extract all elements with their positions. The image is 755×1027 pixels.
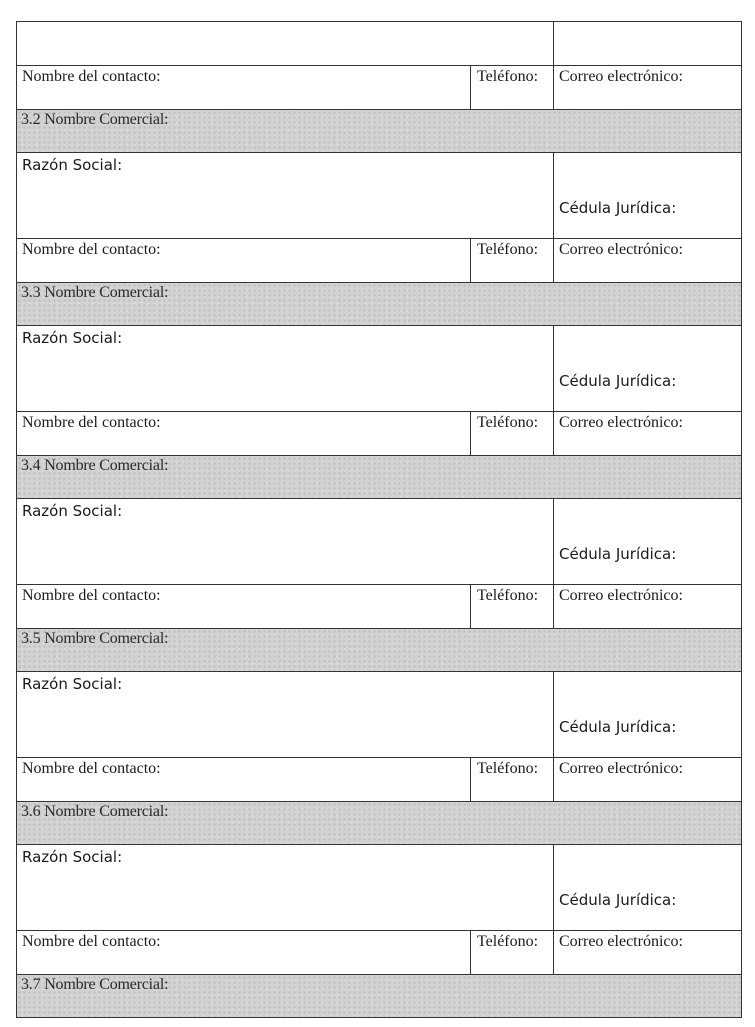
email-field[interactable] — [553, 585, 741, 628]
razon-social-field[interactable] — [17, 845, 553, 930]
section-title: 3.7 Nombre Comercial: — [21, 976, 169, 993]
section-title: 3.6 Nombre Comercial: — [21, 803, 169, 820]
nombre-comercial-field[interactable] — [17, 629, 741, 671]
phone-label: Teléfono: — [477, 414, 539, 431]
razon-social-field[interactable] — [17, 326, 553, 411]
razon-social-field[interactable] — [17, 22, 553, 65]
email-field[interactable] — [553, 239, 741, 282]
contact-name-field[interactable] — [17, 585, 470, 628]
contact-name-field[interactable] — [17, 758, 470, 801]
nombre-comercial-field[interactable] — [17, 975, 741, 1017]
phone-field[interactable] — [470, 758, 553, 801]
cedula-juridica-label: Cédula Jurídica: — [559, 545, 677, 563]
razon-social-field[interactable] — [17, 153, 553, 238]
razon-social-row — [17, 153, 741, 239]
razon-social-label: Razón Social: — [22, 675, 123, 693]
phone-field[interactable] — [470, 412, 553, 455]
contact-row — [17, 585, 741, 629]
phone-field[interactable] — [470, 585, 553, 628]
cedula-juridica-field[interactable] — [553, 153, 741, 238]
email-label: Correo electrónico: — [559, 241, 683, 258]
phone-label: Teléfono: — [477, 760, 539, 777]
razon-social-row — [17, 326, 741, 412]
contact-row — [17, 239, 741, 283]
section-header — [17, 283, 741, 326]
nombre-comercial-field[interactable] — [17, 283, 741, 325]
phone-label: Teléfono: — [477, 933, 539, 950]
nombre-comercial-field[interactable] — [17, 110, 741, 152]
cedula-juridica-field[interactable] — [553, 845, 741, 930]
cedula-juridica-label: Cédula Jurídica: — [559, 199, 677, 217]
razon-social-label: Razón Social: — [22, 329, 123, 347]
email-field[interactable] — [553, 931, 741, 974]
section-title: 3.2 Nombre Comercial: — [21, 111, 169, 128]
email-field[interactable] — [553, 758, 741, 801]
section-header — [17, 975, 741, 1018]
contact-name-field[interactable] — [17, 931, 470, 974]
contact-name-label: Nombre del contacto: — [22, 760, 161, 777]
contact-name-field[interactable] — [17, 412, 470, 455]
section-title: 3.3 Nombre Comercial: — [21, 284, 169, 301]
section-3-1-razon-row — [17, 22, 741, 66]
razon-social-row — [17, 845, 741, 931]
cedula-juridica-label: Cédula Jurídica: — [559, 718, 677, 736]
section-3-1-contact-row — [17, 66, 741, 110]
cedula-juridica-field[interactable] — [553, 499, 741, 584]
phone-label: Teléfono: — [477, 587, 539, 604]
phone-field[interactable] — [470, 931, 553, 974]
email-label: Correo electrónico: — [559, 587, 683, 604]
section-title: 3.5 Nombre Comercial: — [21, 630, 169, 647]
razon-social-row — [17, 672, 741, 758]
email-field[interactable] — [553, 412, 741, 455]
phone-label: Teléfono: — [477, 68, 539, 85]
contact-name-label: Nombre del contacto: — [22, 933, 161, 950]
email-label: Correo electrónico: — [559, 760, 683, 777]
razon-social-row — [17, 499, 741, 585]
commercial-names-form — [16, 21, 742, 1018]
section-title: 3.4 Nombre Comercial: — [21, 457, 169, 474]
email-label: Correo electrónico: — [559, 68, 683, 85]
contact-name-label: Nombre del contacto: — [22, 414, 161, 431]
section-header — [17, 456, 741, 499]
contact-name-field[interactable] — [17, 239, 470, 282]
section-header — [17, 629, 741, 672]
contact-row — [17, 758, 741, 802]
email-field[interactable] — [553, 66, 741, 109]
contact-name-label: Nombre del contacto: — [22, 241, 161, 258]
cedula-juridica-label: Cédula Jurídica: — [559, 372, 677, 390]
contact-name-label: Nombre del contacto: — [22, 68, 161, 85]
phone-field[interactable] — [470, 239, 553, 282]
cedula-juridica-field[interactable] — [553, 22, 741, 65]
contact-name-label: Nombre del contacto: — [22, 587, 161, 604]
contact-name-field[interactable] — [17, 66, 470, 109]
email-label: Correo electrónico: — [559, 933, 683, 950]
cedula-juridica-field[interactable] — [553, 672, 741, 757]
section-header — [17, 110, 741, 153]
contact-row — [17, 931, 741, 975]
phone-field[interactable] — [470, 66, 553, 109]
cedula-juridica-field[interactable] — [553, 326, 741, 411]
razon-social-field[interactable] — [17, 672, 553, 757]
contact-row — [17, 412, 741, 456]
razon-social-label: Razón Social: — [22, 156, 123, 174]
razon-social-label: Razón Social: — [22, 848, 123, 866]
email-label: Correo electrónico: — [559, 414, 683, 431]
nombre-comercial-field[interactable] — [17, 456, 741, 498]
razon-social-label: Razón Social: — [22, 502, 123, 520]
cedula-juridica-label: Cédula Jurídica: — [559, 891, 677, 909]
phone-label: Teléfono: — [477, 241, 539, 258]
razon-social-field[interactable] — [17, 499, 553, 584]
nombre-comercial-field[interactable] — [17, 802, 741, 844]
section-header — [17, 802, 741, 845]
